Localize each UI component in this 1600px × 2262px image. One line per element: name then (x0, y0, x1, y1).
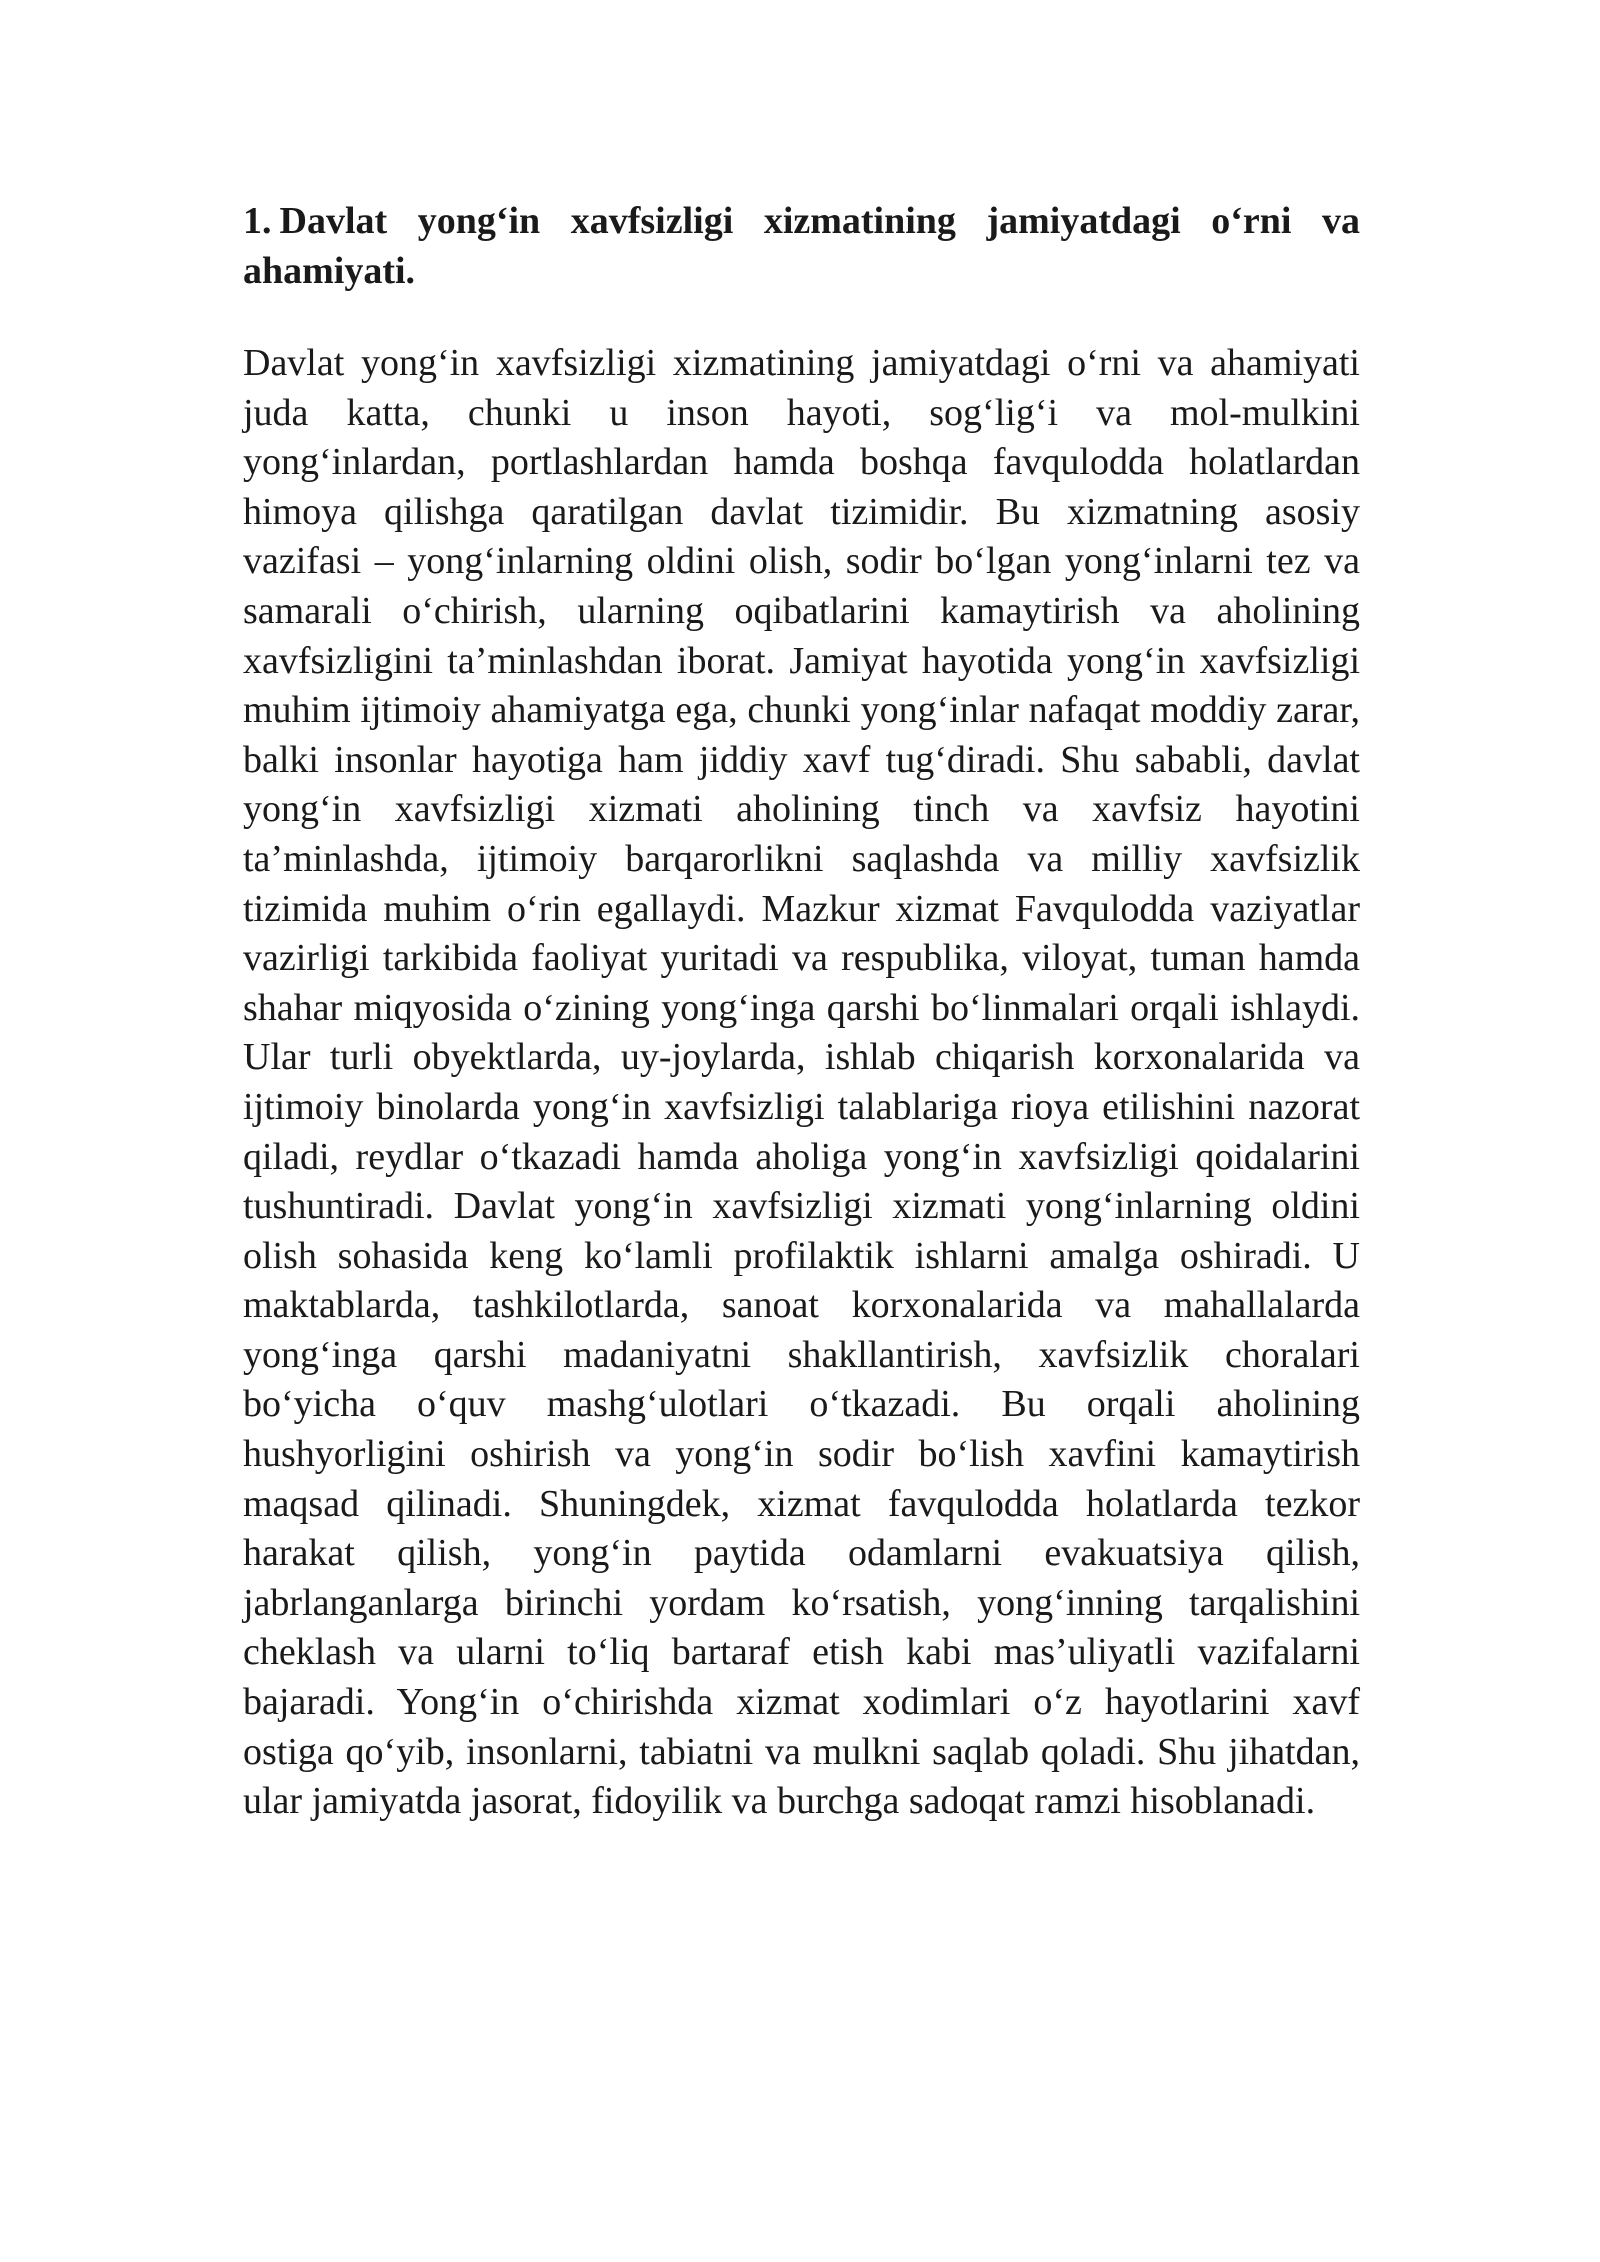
document-page (243, 196, 1360, 1827)
section-number: 1. (243, 200, 272, 242)
section-heading (243, 196, 1360, 296)
section-title: Davlat yong‘in xavfsizligi xizmatining jamiyatdagi o‘rni va ahamiyati. (243, 200, 1360, 292)
body-paragraph: Davlat yong‘in xavfsizligi xizmatining jamiyatdagi o‘rni va ahamiyati juda katta, chunki u inson hayoti, sog‘lig‘i va mol-mulkini yong‘inlardan, portlashlardan hamda boshqa favqulodda holatlardan himoya qilishga qaratilgan davlat tizimidir. Bu xizmatning asosiy vazifasi – yong‘inlarning oldini olish, sodir bo‘lgan yong‘inlarni tez va samarali o‘chirish, ularning oqibatlarini kamaytirish va aholining xavfsizligini ta’minlashdan iborat. Jamiyat hayotida yong‘in xavfsizligi muhim ijtimoiy ahamiyatga ega, chunki yong‘inlar nafaqat moddiy zarar, balki insonlar hayotiga ham jiddiy xavf tug‘diradi. Shu sababli, davlat yong‘in xavfsizligi xizmati aholining tinch va xavfsiz hayotini ta’minlashda, ijtimoiy barqarorlikni saqlashda va milliy xavfsizlik tizimida muhim o‘rin egallaydi. Mazkur xizmat Favqulodda vaziyatlar vazirligi tarkibida faoliyat yuritadi va respublika, viloyat, tuman hamda shahar miqyosida o‘zining yong‘inga qarshi bo‘linmalari orqali ishlaydi. Ular turli obyektlarda, uy-joylarda, ishlab chiqarish korxonalarida va ijtimoiy binolarda yong‘in xavfsizligi talablariga rioya etilishini nazorat qiladi, reydlar o‘tkazadi hamda aholiga yong‘in xavfsizligi qoidalarini tushuntiradi. Davlat yong‘in xavfsizligi xizmati yong‘inlarning oldini olish sohasida keng ko‘lamli profilaktik ishlarni amalga oshiradi. U maktablarda, tashkilotlarda, sanoat korxonalarida va mahallalarda yong‘inga qarshi madaniyatni shakllantirish, xavfsizlik choralari bo‘yicha o‘quv mashg‘ulotlari o‘tkazadi. Bu orqali aholining hushyorligini oshirish va yong‘in sodir bo‘lish xavfini kamaytirish maqsad qilinadi. Shuningdek, xizmat favqulodda holatlarda tezkor harakat qilish, yong‘in paytida odamlarni evakuatsiya qilish, jabrlanganlarga birinchi yordam ko‘rsatish, yong‘inning tarqalishini cheklash va ularni to‘liq bartaraf etish kabi mas’uliyatli vazifalarni bajaradi. Yong‘in o‘chirishda xizmat xodimlari o‘z hayotlarini xavf ostiga qo‘yib, insonlarni, tabiatni va mulkni saqlab qoladi. Shu jihatdan, ular jamiyatda jasorat, fidoyilik va burchga sadoqat ramzi hisoblanadi. (243, 342, 1360, 1823)
